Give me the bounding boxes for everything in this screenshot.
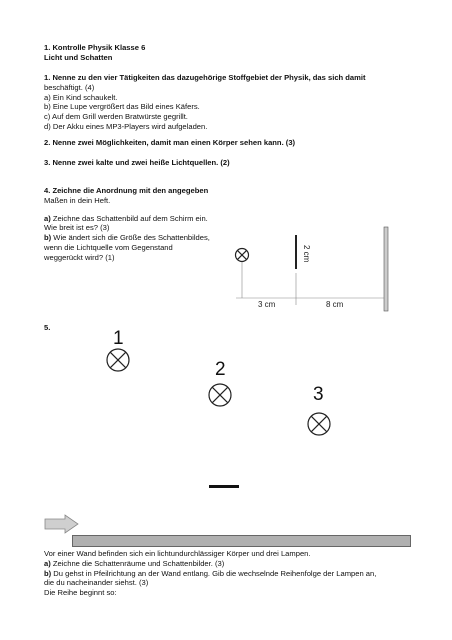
page-subtitle: Licht und Schatten (44, 53, 113, 62)
task-4a-label: a) (44, 213, 51, 223)
shadow-diagram (228, 225, 398, 315)
task-5-sequence-start: Die Reihe beginnt so: (44, 588, 117, 598)
lamp-1-icon (107, 349, 129, 371)
lamp-number-3: 3 (313, 384, 324, 405)
light-source-icon (236, 249, 249, 262)
task-1-question: 1. Nenne zu den vier Tätigkeiten das dazugehörige Stoffgebiet der Physik, das sich damit (44, 73, 366, 82)
distance-label-2: 8 cm (326, 300, 344, 309)
wall (72, 535, 411, 547)
distance-label-1: 3 cm (258, 300, 276, 309)
task-5-label: 5. (44, 323, 51, 332)
task-5a-label: a) (44, 558, 51, 568)
object-height-label: 2 cm (302, 245, 311, 263)
task-4b-label: b) (44, 233, 52, 243)
task-4-intro-cont: Maßen in dein Heft. (44, 195, 111, 205)
lamps-diagram (0, 340, 452, 450)
task-1-item-a: a) Ein Kind schaukelt. (44, 92, 118, 102)
page-title: 1. Kontrolle Physik Klasse 6 (44, 43, 146, 52)
task-1 (44, 73, 366, 132)
opaque-body (209, 485, 239, 488)
task-3: 3. Nenne zwei kalte und zwei heiße Lichtquellen. (2) (44, 158, 230, 167)
task-4b-text-cont2: weggerückt wird? (1) (44, 252, 115, 262)
screen-wall (384, 227, 388, 311)
task-5b-label: b) (44, 568, 52, 578)
task-4 (44, 186, 210, 263)
task-5-text (44, 549, 376, 598)
task-4a-text: Zeichne das Schattenbild auf dem Schirm ein. (50, 213, 208, 223)
task-5b-text-cont: die du nacheinander siehst. (3) (44, 578, 149, 588)
task-4b-text: Wie ändert sich die Größe des Schattenbildes, (51, 233, 210, 243)
lamp-number-1: 1 (113, 328, 124, 349)
task-4b-text-cont: wenn die Lichtquelle vom Gegenstand (44, 242, 173, 252)
task-5-intro: Vor einer Wand befinden sich ein lichtundurchlässiger Körper und drei Lampen. (44, 549, 311, 558)
task-4-intro: 4. Zeichne die Anordnung mit den angegeben (44, 186, 209, 195)
task-1-item-c: c) Auf dem Grill werden Bratwürste gegrillt. (44, 112, 188, 122)
task-1-item-d: d) Der Akku eines MP3-Players wird aufgeladen. (44, 121, 208, 131)
task-5b-text: Du gehst in Pfeilrichtung an der Wand entlang. Gib die wechselnde Reihenfolge der Lampen an, (51, 568, 377, 578)
task-5a-text: Zeichne die Schattenräume und Schattenbilder. (3) (50, 558, 225, 568)
task-4a-text-cont: Wie breit ist es? (3) (44, 223, 110, 233)
task-1-item-b: b) Eine Lupe vergrößert das Bild eines Käfers. (44, 102, 200, 112)
lamp-2-icon (209, 384, 231, 406)
lamp-number-2: 2 (215, 359, 226, 380)
lamp-3-icon (308, 413, 330, 435)
task-1-question-cont: beschäftigt. (4) (44, 82, 95, 92)
walk-direction-arrow-icon (44, 514, 80, 534)
task-2: 2. Nenne zwei Möglichkeiten, damit man einen Körper sehen kann. (3) (44, 138, 296, 147)
